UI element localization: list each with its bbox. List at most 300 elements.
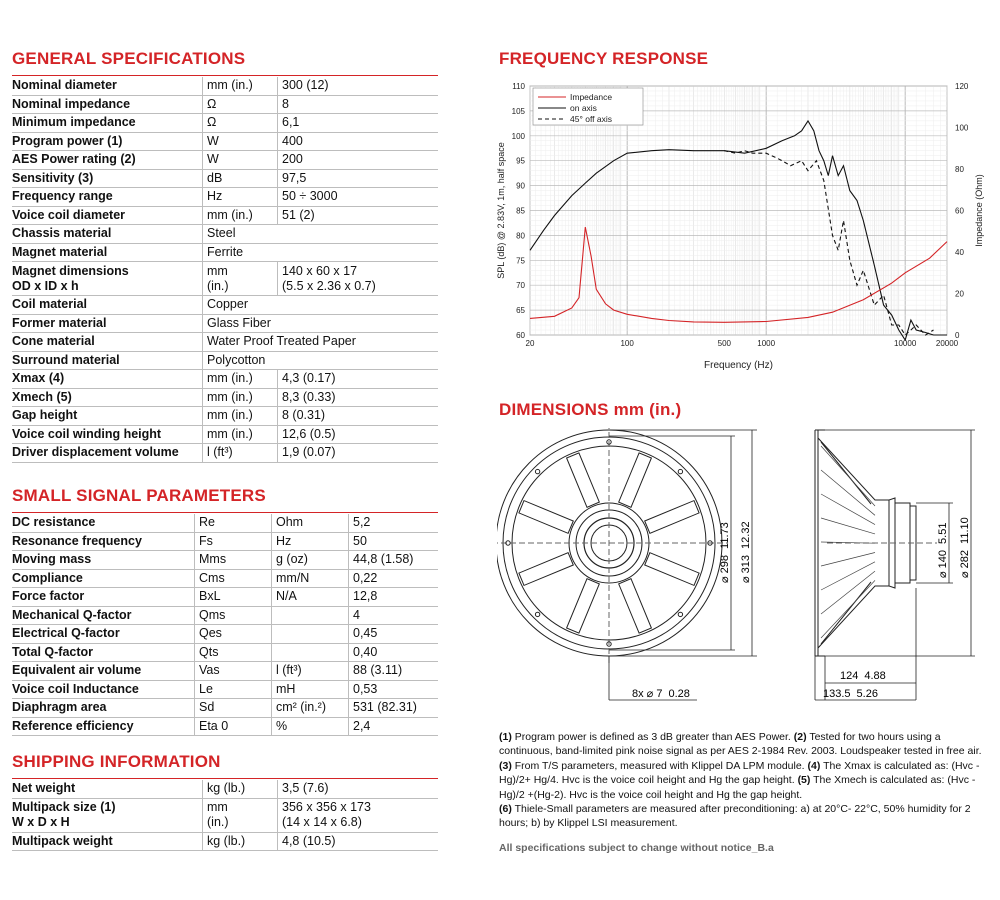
spec-row bbox=[12, 243, 438, 262]
side-rib bbox=[821, 562, 875, 590]
param-value bbox=[349, 680, 439, 699]
cell-text: Program power (1) bbox=[12, 133, 123, 148]
cell-text: mm (in.) bbox=[207, 207, 253, 222]
cell-text: Coil material bbox=[12, 297, 88, 312]
param-label bbox=[12, 699, 195, 718]
depth-2-label: 133.5 5.26 bbox=[823, 688, 878, 700]
cell-text: (14 x 14 x 6.8) bbox=[282, 815, 362, 829]
general-specs-title: GENERAL SPECIFICATIONS bbox=[12, 49, 246, 68]
cell-text: Multipack size (1) bbox=[12, 800, 116, 814]
cell-text: Nominal diameter bbox=[12, 78, 117, 93]
cell-text: 97,5 bbox=[282, 170, 307, 185]
mounting-hole bbox=[678, 469, 682, 473]
param-row bbox=[12, 717, 438, 736]
cell-text: DC resistance bbox=[12, 515, 96, 530]
y2-tick-label: 100 bbox=[955, 123, 969, 133]
cell-text: 51 (2) bbox=[282, 207, 315, 222]
spec-unit bbox=[203, 262, 278, 296]
param-symbol bbox=[195, 643, 272, 662]
side-dim-d2-label: ⌀ 28211.10 bbox=[959, 517, 971, 578]
spec-row bbox=[12, 296, 438, 315]
param-symbol bbox=[195, 551, 272, 570]
param-unit bbox=[272, 532, 349, 551]
y-tick-label: 60 bbox=[516, 331, 525, 340]
spec-unit bbox=[203, 114, 278, 133]
cell-text: 0,40 bbox=[353, 644, 378, 659]
cell-text: Sd bbox=[199, 700, 215, 715]
x-tick-label: 500 bbox=[717, 339, 731, 348]
x-tick-label: 20000 bbox=[935, 339, 959, 348]
spec-row bbox=[12, 114, 438, 133]
y2-tick-label: 120 bbox=[955, 82, 969, 91]
shipping-row bbox=[12, 832, 438, 851]
spec-row bbox=[12, 425, 438, 444]
cell-text: 0,45 bbox=[353, 626, 378, 641]
spec-unit bbox=[203, 351, 439, 370]
cell-text: mm (in.) bbox=[207, 371, 253, 386]
side-dim-d1-label: ⌀ 1405.51 bbox=[937, 522, 949, 578]
x-tick-label: 100 bbox=[620, 339, 634, 348]
cell-text: Compliance bbox=[12, 570, 83, 585]
spec-value bbox=[278, 169, 439, 188]
cell-text: Magnet material bbox=[12, 244, 108, 259]
side-rib bbox=[821, 571, 875, 614]
cell-text: Force factor bbox=[12, 589, 85, 604]
frame-spoke bbox=[619, 579, 652, 633]
cell-text: Voice coil diameter bbox=[12, 207, 126, 222]
frame-spoke bbox=[645, 501, 699, 534]
x-axis-label: Frequency (Hz) bbox=[704, 360, 773, 371]
y-tick-label: 95 bbox=[516, 156, 525, 166]
depth-1-label: 124 4.88 bbox=[840, 670, 886, 682]
param-unit bbox=[272, 625, 349, 644]
param-unit bbox=[272, 569, 349, 588]
spec-label bbox=[12, 425, 203, 444]
spec-row bbox=[12, 95, 438, 114]
cell-text: 2,4 bbox=[353, 718, 371, 733]
cell-text: 5,2 bbox=[353, 515, 371, 530]
param-symbol bbox=[195, 588, 272, 607]
cell-text: mm/N bbox=[276, 570, 310, 585]
side-rib bbox=[821, 446, 875, 506]
cell-text: kg (lb.) bbox=[207, 781, 246, 796]
cell-text: 356 x 356 x 173 bbox=[282, 800, 371, 814]
chart-legend bbox=[533, 88, 643, 125]
spec-row bbox=[12, 151, 438, 170]
shipping-row bbox=[12, 780, 438, 798]
cell-text: Le bbox=[199, 681, 213, 696]
y2-tick-label: 0 bbox=[955, 331, 960, 340]
cell-text: 44,8 (1.58) bbox=[353, 552, 414, 567]
spec-unit bbox=[203, 77, 278, 95]
spec-unit bbox=[203, 425, 278, 444]
param-row bbox=[12, 514, 438, 532]
spec-unit bbox=[203, 388, 278, 407]
spec-row bbox=[12, 206, 438, 225]
cell-text: 300 (12) bbox=[282, 78, 329, 93]
cell-text: mm bbox=[207, 263, 228, 278]
cell-text: W bbox=[207, 152, 219, 167]
frame-spoke bbox=[519, 501, 573, 534]
cell-text: 8,3 (0.33) bbox=[282, 389, 336, 404]
shipping-unit bbox=[203, 832, 278, 851]
frame-spoke bbox=[619, 453, 652, 507]
cell-text: Chassis material bbox=[12, 226, 112, 241]
side-rib bbox=[821, 470, 875, 515]
spec-value bbox=[278, 444, 439, 463]
y-tick-label: 85 bbox=[516, 206, 525, 216]
front-dim-d2-label: ⌀ 31312.32 bbox=[740, 521, 752, 583]
spec-value bbox=[278, 425, 439, 444]
spec-label bbox=[12, 151, 203, 170]
spec-unit bbox=[203, 188, 278, 207]
spec-label bbox=[12, 388, 203, 407]
cell-text: BxL bbox=[199, 589, 221, 604]
param-value bbox=[349, 514, 439, 532]
spec-unit bbox=[203, 407, 278, 426]
cell-text: Eta 0 bbox=[199, 718, 229, 733]
param-value bbox=[349, 606, 439, 625]
cell-text: Diaphragm area bbox=[12, 700, 107, 715]
y-tick-label: 70 bbox=[516, 281, 525, 291]
x-tick-label: 20 bbox=[525, 339, 535, 348]
param-label bbox=[12, 625, 195, 644]
cell-text: cm² (in.²) bbox=[276, 700, 326, 715]
cell-text: Electrical Q-factor bbox=[12, 626, 120, 641]
cell-text: kg (lb.) bbox=[207, 833, 246, 848]
spec-value bbox=[278, 188, 439, 207]
spec-label bbox=[12, 95, 203, 114]
spec-unit bbox=[203, 225, 439, 244]
param-row bbox=[12, 662, 438, 681]
cell-text: l (ft³) bbox=[207, 445, 233, 460]
spec-value bbox=[278, 262, 439, 296]
spec-label bbox=[12, 169, 203, 188]
cell-text: Hz bbox=[276, 533, 292, 548]
cell-text: Driver displacement volume bbox=[12, 445, 179, 460]
frequency-response-title: FREQUENCY RESPONSE bbox=[499, 49, 709, 68]
shipping-unit bbox=[203, 780, 278, 798]
cell-text: Frequency range bbox=[12, 189, 113, 204]
param-symbol bbox=[195, 606, 272, 625]
param-label bbox=[12, 514, 195, 532]
cell-text: dB bbox=[207, 170, 223, 185]
spec-value bbox=[278, 407, 439, 426]
cell-text: 4,8 (10.5) bbox=[282, 833, 336, 848]
side-rib bbox=[821, 553, 875, 567]
param-symbol bbox=[195, 662, 272, 681]
cell-text: mm (in.) bbox=[207, 408, 253, 423]
y-tick-label: 65 bbox=[516, 306, 525, 316]
cell-text: Copper bbox=[207, 297, 248, 312]
param-label bbox=[12, 588, 195, 607]
spec-value bbox=[278, 388, 439, 407]
cell-text: mm bbox=[207, 800, 228, 814]
cell-text: Ohm bbox=[276, 515, 304, 530]
spec-unit bbox=[203, 95, 278, 114]
cell-text: Nominal impedance bbox=[12, 96, 131, 111]
shipping-rule bbox=[12, 778, 438, 779]
cell-text: % bbox=[276, 718, 288, 733]
shipping-value bbox=[278, 832, 439, 851]
cell-text: 0,22 bbox=[353, 570, 378, 585]
spec-unit bbox=[203, 370, 278, 389]
cell-text: 6,1 bbox=[282, 115, 300, 130]
small-signal-table bbox=[12, 514, 438, 736]
cell-text: Qes bbox=[199, 626, 222, 641]
cell-text: Reference efficiency bbox=[12, 718, 134, 733]
cell-text: 88 (3.11) bbox=[353, 663, 403, 678]
cell-text: Surround material bbox=[12, 352, 120, 367]
cell-text: Qts bbox=[199, 644, 219, 659]
param-row bbox=[12, 551, 438, 570]
general-specs-table bbox=[12, 77, 438, 463]
param-unit bbox=[272, 588, 349, 607]
cell-text: Ω bbox=[207, 96, 217, 111]
param-value bbox=[349, 588, 439, 607]
cell-text: AES Power rating (2) bbox=[12, 152, 136, 167]
y-tick-label: 75 bbox=[516, 256, 525, 266]
cell-text: Glass Fiber bbox=[207, 315, 271, 330]
cell-text: mm (in.) bbox=[207, 426, 253, 441]
param-row bbox=[12, 625, 438, 644]
cell-text: 140 x 60 x 17 bbox=[282, 263, 358, 278]
spec-unit bbox=[203, 132, 278, 151]
hole-count-label: 8x ⌀ 7 0.28 bbox=[632, 688, 690, 700]
param-symbol bbox=[195, 625, 272, 644]
spec-row bbox=[12, 262, 438, 296]
y2-tick-label: 60 bbox=[955, 206, 964, 216]
param-unit bbox=[272, 643, 349, 662]
param-unit bbox=[272, 514, 349, 532]
y2-tick-label: 80 bbox=[955, 165, 964, 174]
spec-label bbox=[12, 333, 203, 352]
spec-label bbox=[12, 407, 203, 426]
cell-text: (in.) bbox=[207, 815, 229, 829]
side-view-drawing bbox=[815, 430, 937, 656]
param-label bbox=[12, 717, 195, 736]
y-axis-label: SPL (dB) @ 2.83V, 1m, half space bbox=[496, 142, 506, 279]
cell-text: g (oz) bbox=[276, 552, 308, 567]
param-label bbox=[12, 643, 195, 662]
spec-label bbox=[12, 296, 203, 315]
cell-text: l (ft³) bbox=[276, 663, 302, 678]
spec-row bbox=[12, 333, 438, 352]
param-value bbox=[349, 643, 439, 662]
cell-text: Water Proof Treated Paper bbox=[207, 334, 356, 349]
param-unit bbox=[272, 680, 349, 699]
spec-unit bbox=[203, 206, 278, 225]
param-unit bbox=[272, 551, 349, 570]
general-specs-rule bbox=[12, 75, 438, 76]
cell-text: mm (in.) bbox=[207, 389, 253, 404]
spec-unit bbox=[203, 444, 278, 463]
param-row bbox=[12, 588, 438, 607]
cell-text: 12,8 bbox=[353, 589, 378, 604]
spec-value bbox=[278, 95, 439, 114]
y-tick-label: 105 bbox=[511, 106, 525, 116]
cell-text: Voice coil winding height bbox=[12, 426, 162, 441]
cell-text: OD x ID x h bbox=[12, 278, 79, 293]
cell-text: Total Q-factor bbox=[12, 644, 94, 659]
cell-text: Multipack weight bbox=[12, 833, 113, 848]
y-tick-label: 110 bbox=[512, 82, 525, 91]
shipping-table bbox=[12, 780, 438, 851]
cell-text: Minimum impedance bbox=[12, 115, 136, 130]
cell-text: 50 ÷ 3000 bbox=[282, 189, 338, 204]
param-row bbox=[12, 606, 438, 625]
frame-spoke bbox=[519, 553, 573, 586]
cell-text: mm (in.) bbox=[207, 78, 253, 93]
cell-text: (5.5 x 2.36 x 0.7) bbox=[282, 278, 376, 293]
mounting-hole bbox=[535, 469, 539, 473]
mounting-hole bbox=[678, 612, 682, 616]
spec-row bbox=[12, 444, 438, 463]
cell-text: Sensitivity (3) bbox=[12, 170, 94, 185]
shipping-title: SHIPPING INFORMATION bbox=[12, 752, 221, 771]
param-label bbox=[12, 569, 195, 588]
cell-text: 12,6 (0.5) bbox=[282, 426, 336, 441]
param-unit bbox=[272, 717, 349, 736]
param-value bbox=[349, 569, 439, 588]
side-rib bbox=[821, 580, 875, 638]
cell-text: 4 bbox=[353, 607, 360, 622]
spec-label bbox=[12, 243, 203, 262]
param-value bbox=[349, 532, 439, 551]
spec-label bbox=[12, 370, 203, 389]
y-tick-label: 80 bbox=[516, 231, 525, 241]
cell-text: Polycotton bbox=[207, 352, 266, 367]
param-row bbox=[12, 643, 438, 662]
spec-value bbox=[278, 206, 439, 225]
cell-text: Cone material bbox=[12, 334, 95, 349]
param-symbol bbox=[195, 699, 272, 718]
spec-row bbox=[12, 132, 438, 151]
spec-row bbox=[12, 314, 438, 333]
shipping-value bbox=[278, 798, 439, 832]
y-tick-label: 100 bbox=[511, 131, 525, 141]
cell-text: 8 bbox=[282, 96, 289, 111]
cell-text: 400 bbox=[282, 133, 303, 148]
y2-axis-label: Impedance (Ohm) bbox=[974, 174, 984, 247]
cell-text: Re bbox=[199, 515, 215, 530]
cell-text: N/A bbox=[276, 589, 297, 604]
cell-text: 531 (82.31) bbox=[353, 700, 417, 715]
x-tick-label: 10000 bbox=[894, 339, 917, 348]
param-label bbox=[12, 680, 195, 699]
param-unit bbox=[272, 699, 349, 718]
cell-text: Xmax (4) bbox=[12, 371, 65, 386]
param-symbol bbox=[195, 717, 272, 736]
shipping-label bbox=[12, 832, 203, 851]
param-row bbox=[12, 680, 438, 699]
dimensions-drawing bbox=[497, 428, 987, 708]
spec-label bbox=[12, 351, 203, 370]
spec-row bbox=[12, 388, 438, 407]
cell-text: Ferrite bbox=[207, 244, 244, 259]
spec-row bbox=[12, 407, 438, 426]
param-label bbox=[12, 532, 195, 551]
y-tick-label: 90 bbox=[516, 181, 525, 191]
param-unit bbox=[272, 662, 349, 681]
param-symbol bbox=[195, 569, 272, 588]
spec-label bbox=[12, 314, 203, 333]
param-value bbox=[349, 717, 439, 736]
spec-value bbox=[278, 132, 439, 151]
cell-text: (in.) bbox=[207, 278, 229, 293]
param-label bbox=[12, 551, 195, 570]
small-signal-rule bbox=[12, 512, 438, 513]
cell-text: Mechanical Q-factor bbox=[12, 607, 132, 622]
cell-text: 1,9 (0.07) bbox=[282, 445, 336, 460]
cell-text: Mms bbox=[199, 552, 227, 567]
cell-text: Former material bbox=[12, 315, 107, 330]
legend-label: 45° off axis bbox=[570, 114, 612, 124]
spec-unit bbox=[203, 169, 278, 188]
spec-unit bbox=[203, 314, 439, 333]
spec-label bbox=[12, 132, 203, 151]
param-value bbox=[349, 551, 439, 570]
param-value bbox=[349, 699, 439, 718]
front-dim-d1-label: ⌀ 29811.73 bbox=[719, 522, 731, 583]
spec-value bbox=[278, 77, 439, 95]
cell-text: 0,53 bbox=[353, 681, 378, 696]
spec-row bbox=[12, 351, 438, 370]
cell-text: Fs bbox=[199, 533, 213, 548]
param-row bbox=[12, 532, 438, 551]
cell-text: Moving mass bbox=[12, 552, 92, 567]
cell-text: Voice coil Inductance bbox=[12, 681, 139, 696]
spec-unit bbox=[203, 243, 439, 262]
spec-label bbox=[12, 188, 203, 207]
cell-text: Xmech (5) bbox=[12, 389, 72, 404]
cell-text: Gap height bbox=[12, 408, 78, 423]
frequency-response-chart bbox=[490, 78, 990, 378]
cell-text: 200 bbox=[282, 152, 303, 167]
spec-label bbox=[12, 444, 203, 463]
shipping-label bbox=[12, 780, 203, 798]
y2-tick-label: 20 bbox=[955, 289, 964, 299]
shipping-row bbox=[12, 798, 438, 832]
shipping-value bbox=[278, 780, 439, 798]
spec-row bbox=[12, 370, 438, 389]
cell-text: W x D x H bbox=[12, 815, 70, 829]
spec-value bbox=[278, 151, 439, 170]
frame-spoke bbox=[645, 553, 699, 586]
cell-text: 8 (0.31) bbox=[282, 408, 326, 423]
cell-text: Cms bbox=[199, 570, 225, 585]
param-symbol bbox=[195, 680, 272, 699]
param-label bbox=[12, 606, 195, 625]
spec-row bbox=[12, 225, 438, 244]
spec-value bbox=[278, 370, 439, 389]
spec-value bbox=[278, 114, 439, 133]
cell-text: mH bbox=[276, 681, 296, 696]
frame-spoke bbox=[567, 453, 600, 507]
cell-text: Net weight bbox=[12, 781, 76, 796]
param-value bbox=[349, 662, 439, 681]
legend-label: on axis bbox=[570, 103, 597, 113]
spec-unit bbox=[203, 333, 439, 352]
cell-text: Hz bbox=[207, 189, 223, 204]
param-symbol bbox=[195, 514, 272, 532]
shipping-unit bbox=[203, 798, 278, 832]
param-label bbox=[12, 662, 195, 681]
param-row bbox=[12, 569, 438, 588]
spec-label bbox=[12, 262, 203, 296]
cell-text: 4,3 (0.17) bbox=[282, 371, 336, 386]
spec-unit bbox=[203, 296, 439, 315]
